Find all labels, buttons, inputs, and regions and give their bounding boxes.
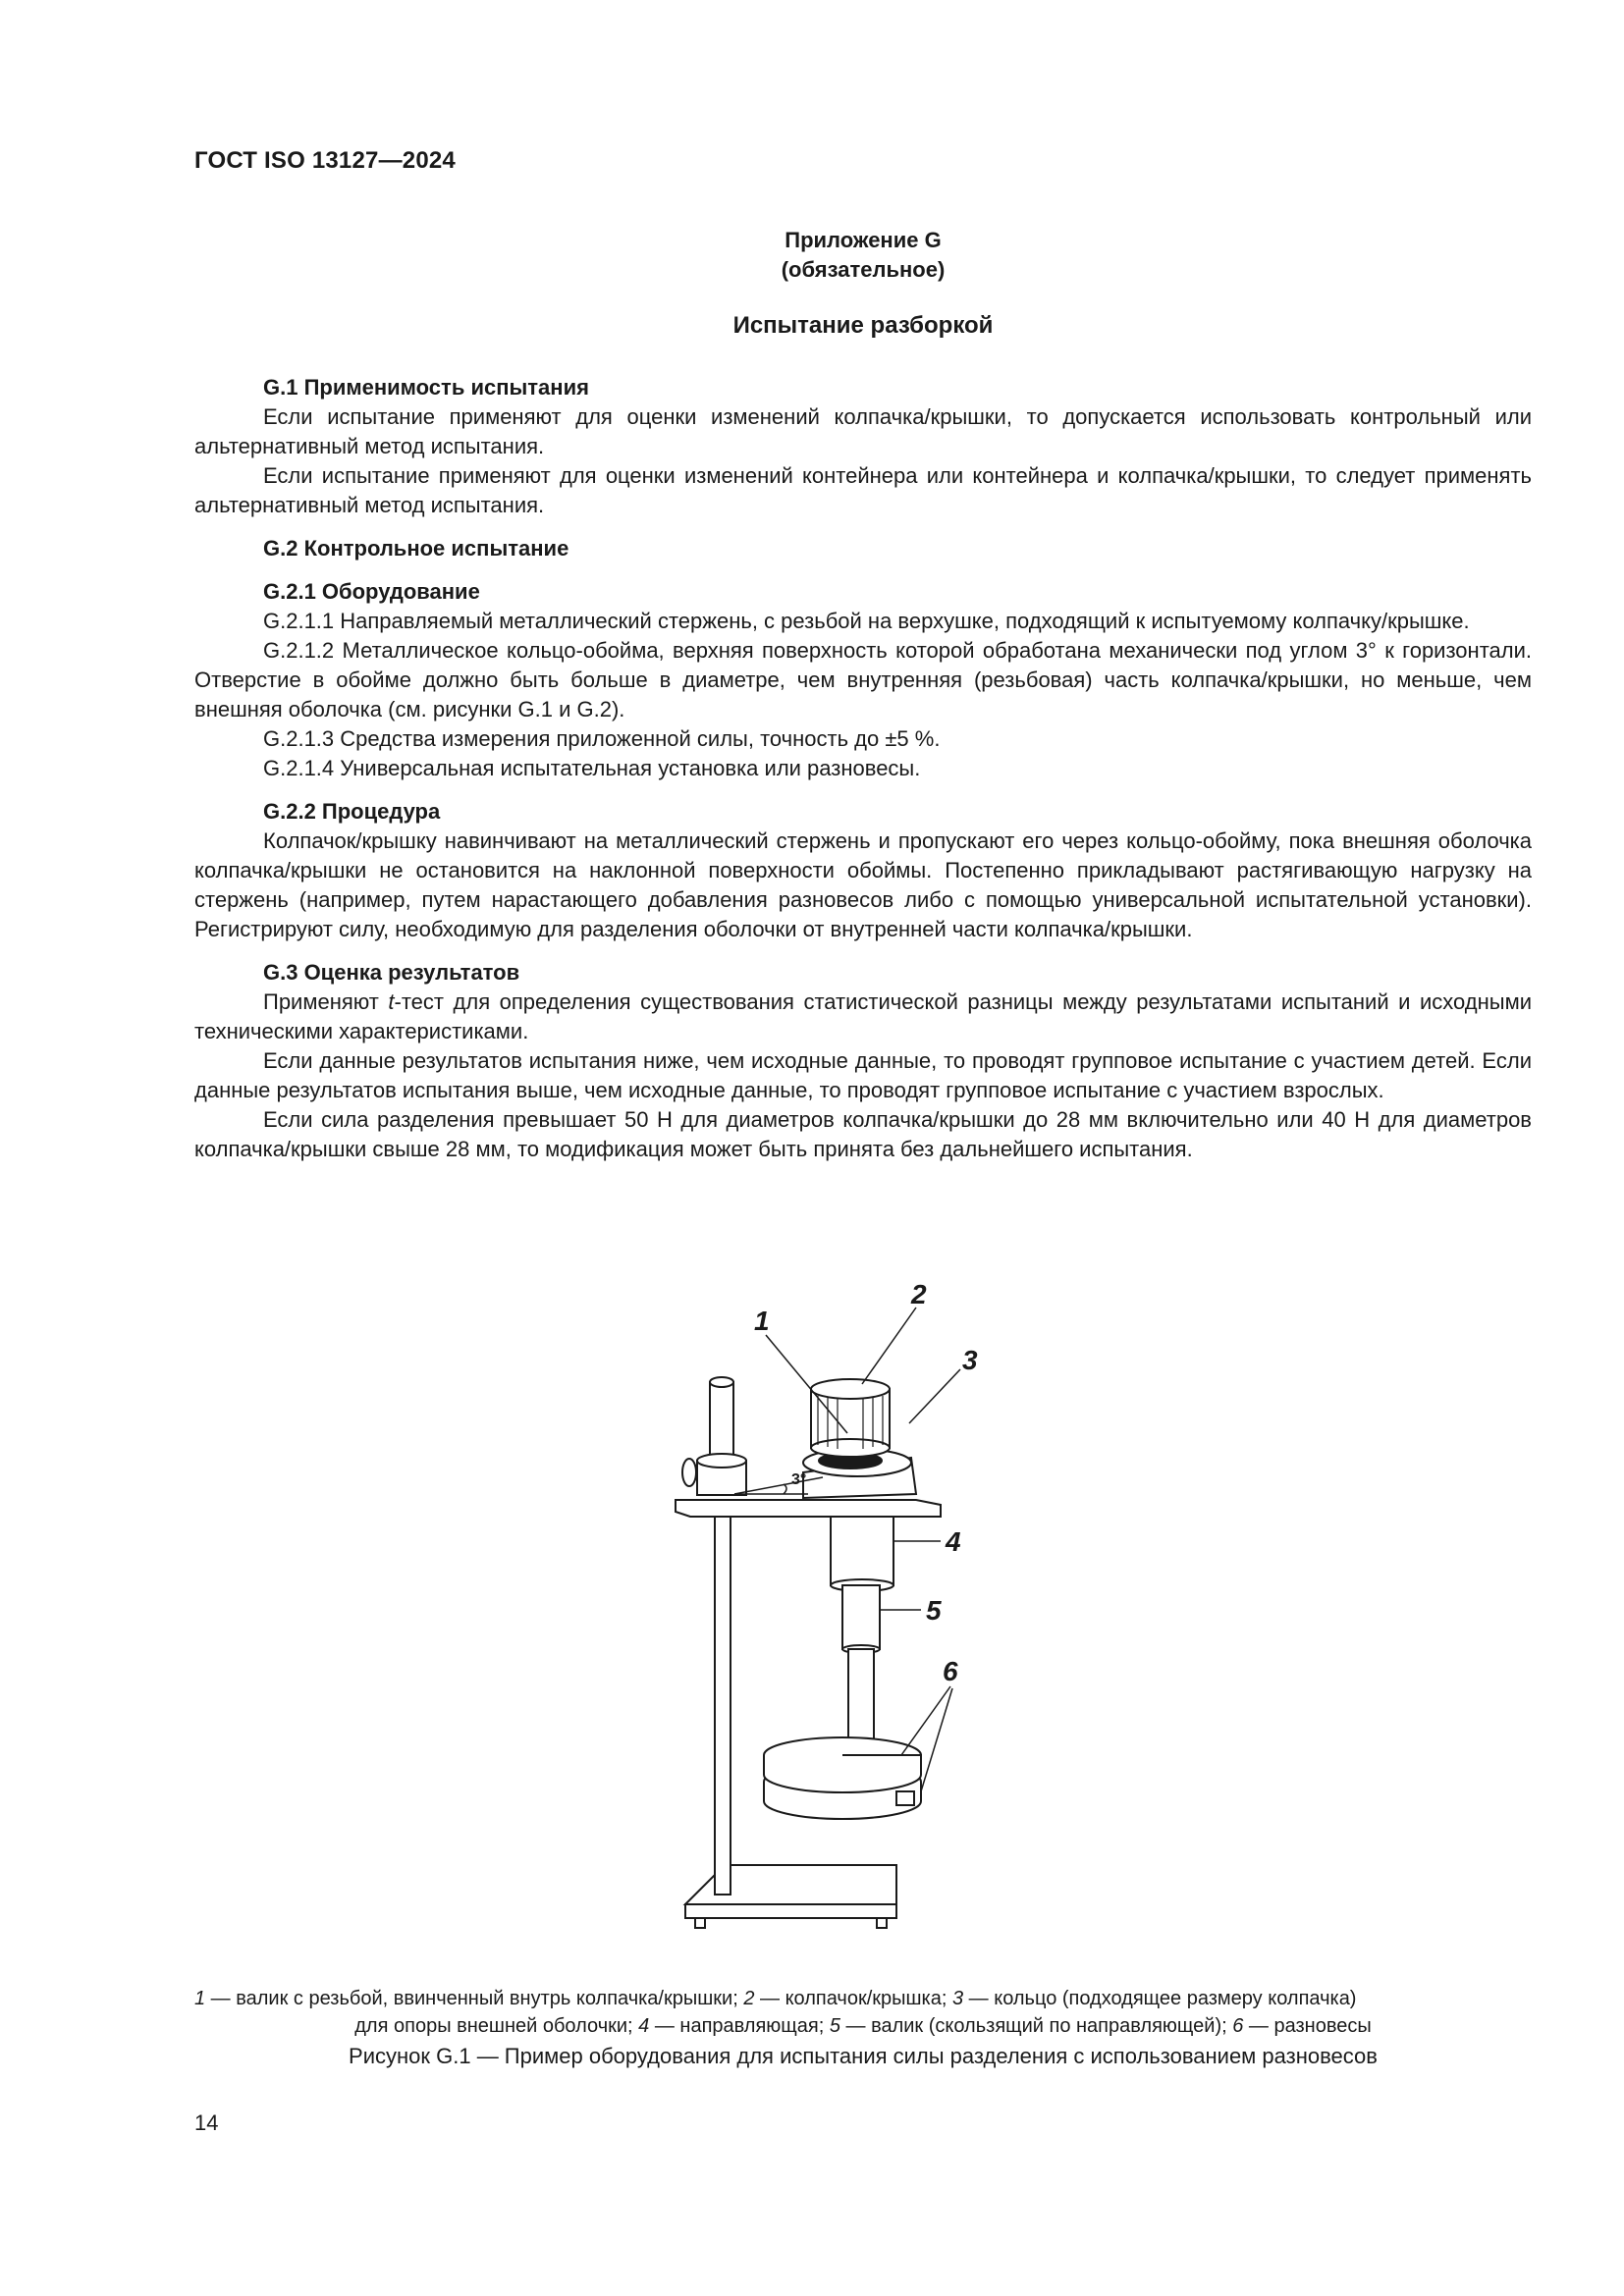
paragraph: Если сила разделения превышает 50 Н для диаметров колпачка/крышки до 28 мм включительно или 40 Н для диаметров колпачка/крышки свыше 28 мм, то модификация может быть принята без дальнейшего испытания. <box>194 1107 1532 1161</box>
post-column-top <box>710 1377 733 1387</box>
section-heading-g2: G.2 Контрольное испытание <box>263 536 569 561</box>
angle-label: 3° <box>791 1471 807 1488</box>
key-text: — колпачок/крышка; <box>754 1988 952 2009</box>
key-number: 3 <box>951 1988 964 2009</box>
section-heading-g1: G.1 Применимость испытания <box>263 375 589 400</box>
paragraph: Если данные результатов испытания ниже, чем исходные данные, то проводят групповое испытание с участием детей. Если данные результатов испытания выше, чем исходные данные, то проводят групповое испытание с участием взрослых. <box>194 1048 1532 1102</box>
figure-label-6: 6 <box>943 1656 958 1686</box>
paragraph: Если испытание применяют для оценки изменений колпачка/крышки, то допускается использовать контрольный или альтернативный метод испытания. <box>194 404 1532 458</box>
paragraph: G.2.1.3 Средства измерения приложенной силы, точность до ±5 %. <box>263 726 941 751</box>
leader-3 <box>909 1369 960 1423</box>
base-foot <box>695 1918 705 1928</box>
figure-label-4: 4 <box>946 1526 961 1557</box>
key-number: 1 <box>194 1988 206 2009</box>
section-heading-g3: G.3 Оценка результатов <box>263 960 520 985</box>
paragraph: G.2.1.2 Металлическое кольцо-обойма, верхняя поверхность которой обработана механически под углом 3° к горизонтали. Отверстие в обойме должно быть больше в диаметре, чем внутренняя (резьбовая) часть колпачка/крышки, но меньше, чем внешняя оболочка (см. рисунки G.1 и G.2). <box>194 638 1532 721</box>
key-text: — кольцо (подходящее размеру колпачка) <box>963 1988 1357 2009</box>
paragraph: G.2.1.1 Направляемый металлический стержень, с резьбой на верхушке, подходящий к испытуемому колпачку/крышке. <box>263 609 1470 633</box>
annex-title: Приложение G <box>785 228 942 252</box>
key-text: — направляющая; <box>649 2015 830 2037</box>
key-number: 4 <box>638 2015 650 2037</box>
base-foot <box>877 1918 887 1928</box>
italic-t: t <box>388 989 395 1014</box>
slider-shaft <box>842 1585 880 1649</box>
guide-tube <box>831 1517 893 1585</box>
angle-arc <box>784 1484 786 1494</box>
leader-6b <box>921 1688 952 1791</box>
figure-g1-drawing <box>646 1276 1255 1963</box>
cap-top <box>811 1379 890 1399</box>
document-header: ГОСТ ISO 13127—2024 <box>194 147 456 174</box>
figure-title: Рисунок G.1 — Пример оборудования для испытания силы разделения с использованием разновесов <box>349 2044 1378 2068</box>
figure-label-3: 3 <box>962 1345 978 1375</box>
equipment-drawing <box>646 1276 1255 1963</box>
subsection-heading-g22: G.2.2 Процедура <box>263 799 441 824</box>
paragraph: G.2.1.4 Универсальная испытательная установка или разновесы. <box>263 756 921 780</box>
paragraph: Если испытание применяют для оценки изменений контейнера или контейнера и колпачка/крышки, то следует применять альтернативный метод испытания. <box>194 463 1532 517</box>
key-text: для опоры внешней оболочки; <box>354 2015 639 2037</box>
clamp-block-top <box>697 1454 746 1468</box>
figure-label-2: 2 <box>911 1279 927 1309</box>
figure-key <box>194 1985 1532 2040</box>
key-text: — разновесы <box>1243 2015 1372 2037</box>
text-run: -тест для определения существования статистической разницы между результатами испытаний и исходными техническими характеристиками. <box>194 989 1532 1043</box>
leader-2 <box>862 1308 916 1384</box>
annex-status: (обязательное) <box>781 257 946 282</box>
text-run: Применяют <box>263 989 389 1014</box>
support-post <box>715 1517 731 1895</box>
figure-key-line <box>194 1985 1532 2012</box>
key-number: 2 <box>743 1988 755 2009</box>
platform <box>676 1500 941 1517</box>
annex-main-title: Испытание разборкой <box>732 312 994 339</box>
key-number: 5 <box>829 2015 840 2037</box>
figure-label-5: 5 <box>926 1595 942 1626</box>
paragraph: Колпачок/крышку навинчивают на металлический стержень и пропускают его через кольцо-обойму, пока внешняя оболочка колпачка/крышки не остановится на наклонной поверхности обоймы. Постепенно прикладывают растягивающую нагрузку на стержень (например, путем нарастающего добавления разновесов либо с помощью универсальной испытательной установки). Регистрируют силу, необходимую для разделения оболочки от внутренней части колпачка/крышки. <box>194 828 1532 941</box>
subsection-heading-g21: G.2.1 Оборудование <box>263 579 480 604</box>
figure-label-1: 1 <box>754 1306 770 1336</box>
document-page <box>194 0 1532 2296</box>
weight-latch <box>896 1791 914 1805</box>
key-number: 6 <box>1232 2015 1244 2037</box>
page-number: 14 <box>194 2110 219 2135</box>
key-text: — валик (скользящий по направляющей); <box>839 2015 1233 2037</box>
paragraph <box>194 988 1532 1046</box>
base-plate-edge <box>685 1904 896 1918</box>
clamp-knob <box>682 1459 696 1486</box>
key-text: — валик с резьбой, ввинченный внутрь колпачка/крышки; <box>205 1988 744 2009</box>
cap-bottom <box>811 1439 890 1457</box>
annex-heading <box>194 226 1532 285</box>
figure-key-line <box>194 2012 1532 2040</box>
document-body <box>194 373 1532 1164</box>
